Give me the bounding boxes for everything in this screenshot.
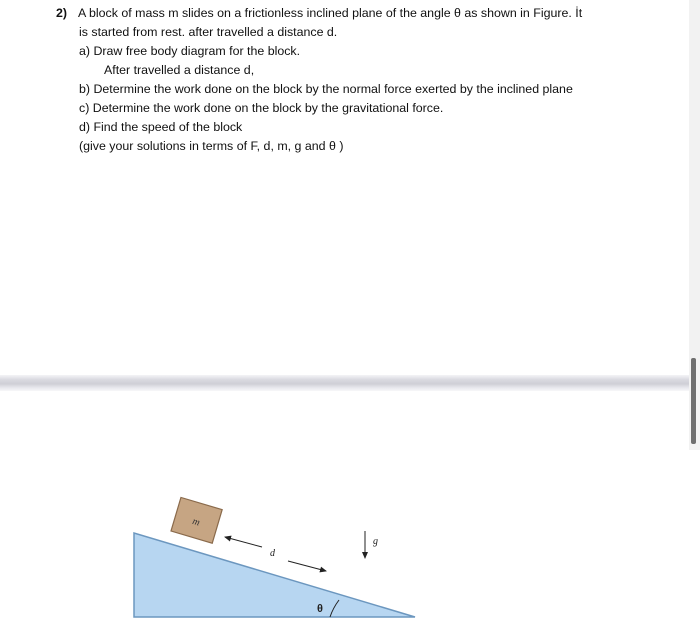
mass-label: m bbox=[190, 515, 202, 529]
problem-number: 2) bbox=[56, 6, 68, 20]
distance-arrow-right bbox=[288, 561, 326, 571]
problem-line-2: is started from rest. after travelled a distance d. bbox=[79, 25, 338, 39]
problem-instructions: (give your solutions in terms of F, d, m, g and θ ) bbox=[79, 139, 344, 153]
problem-line-4: After travelled a distance d, bbox=[104, 63, 255, 77]
problem-part-a: a) Draw free body diagram for the block. bbox=[79, 44, 301, 58]
distance-arrow-left bbox=[225, 537, 262, 547]
angle-label: θ bbox=[317, 603, 323, 615]
problem-line-1: A block of mass m slides on a frictionless inclined plane of the angle θ as shown in Figure. İt bbox=[78, 6, 583, 20]
problem-part-c: c) Determine the work done on the block by the gravitational force. bbox=[79, 101, 444, 115]
block bbox=[171, 497, 222, 543]
problem-part-b: b) Determine the work done on the block by the normal force exerted by the inclined plane bbox=[79, 82, 573, 96]
problem-part-d: d) Find the speed of the block bbox=[79, 120, 243, 134]
distance-label: d bbox=[270, 548, 275, 559]
gravity-label: g bbox=[373, 536, 378, 547]
